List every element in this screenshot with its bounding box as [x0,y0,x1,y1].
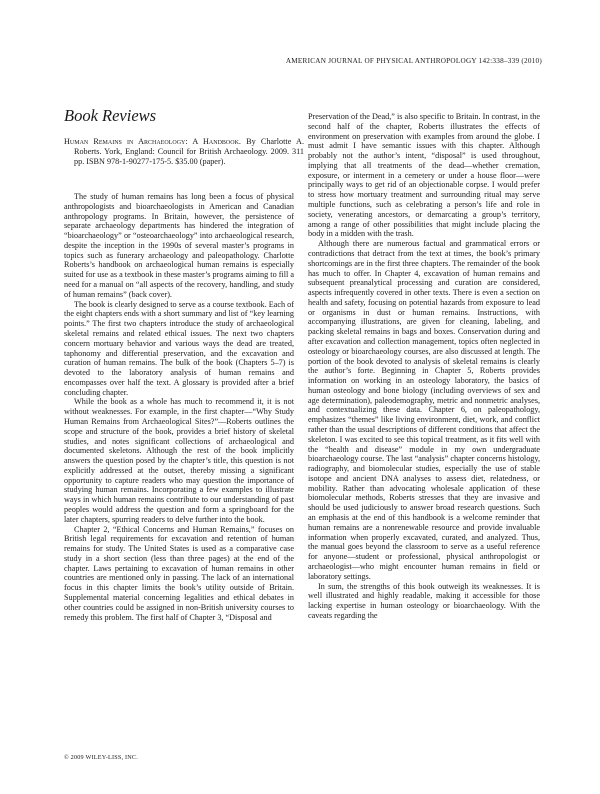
left-column [64,192,294,622]
body-paragraph: Chapter 2, “Ethical Concerns and Human Remains,” focuses on British legal requirements for excavation and retention of human remains for study. The United States is used as a comparative case study in a short section (less than three pages) at the end of the chapter. Laws pertaining to excavation of human remains in other countries are mentioned only in passing. The lack of an international focus in this chapter limits the book’s utility outside of Britain. Supplemental material concerning legalities and ethical debates in other countries could be assigned in non-British university courses to remedy this problem. The first half of Chapter 3, “Disposal and [64,524,294,622]
body-paragraph: Preservation of the Dead,” is also specific to Britain. In contrast, in the second half of the chapter, Roberts illustrates the effects of environment on preservation with examples from around the globe. I must admit I have semantic issues with this chapter. Although probably not the author’s intent, “disposal” is used throughout, implying that all treatments of the dead—whether cremation, exposure, or interment in a cemetery or under a house floor—were principally ways to get rid of an objectionable corpse. I would prefer to stress how mortuary treatment and surrounding ritual may serve multiple functions, such as celebrating a person’s life and role in society, venerating ancestors, or demarcating a group’s territory, among a range of other possibilities that might include placing the body in a midden with the trash. [308,112,540,239]
body-paragraph: Although there are numerous factual and grammatical errors or contradictions that detract from the text at times, the book’s primary shortcomings are in the first three chapters. The remainder of the book has much to offer. In Chapter 4, excavation of human remains and subsequent preanalytical processing and curation are considered, aspects infrequently covered in other texts. There is even a section on health and safety, focusing on potential hazards from exposure to lead or organisms in dust or human remains. Instructions, with accompanying illustrations, are given for cleaning, labeling, and packing skeletal remains in bags and boxes. Conservation during and after excavation and collection management, topics often neglected in osteology or bioarchaeology courses, are also discussed at length. The portion of the book devoted to analysis of skeletal remains is clearly the author’s forte. Beginning in Chapter 5, Roberts provides information on working in an osteology laboratory, the basics of human osteology and bone biology (including overviews of sex and age determination), paleodemography, metric and nonmetric analyses, and contextualizing these data. Chapter 6, on paleopathology, emphasizes “themes” like living environment, diet, work, and conflict rather than the usual descriptions of different conditions that affect the skeleton. I was excited to see this topical treatment, as it fits well with the “health and disease” module in my own undergraduate bioarchaeology course. The last “analysis” chapter concerns histology, radiography, and biomolecular studies, especially the use of stable isotope and ancient DNA analyses to assess diet, relatedness, or mobility. Rather than advocating wholesale application of these biomolecular methods, Roberts stresses that they are invasive and should be used judiciously to answer broad research questions. Such an emphasis at the end of this handbook is a welcome reminder that human remains are a nonrenewable resource and provide invaluable information when properly excavated, curated, and analyzed. Thus, the manual goes beyond the classroom to serve as a useful reference for anyone—student or professional, physical anthropologist or archaeologist—who might encounter human remains in field or laboratory settings. [308,239,540,581]
body-paragraph: In sum, the strengths of this book outweigh its weaknesses. It is well illustrated and highly readable, making it accessible for those lacking expertise in human osteology or bioarchaeology. With the caveats regarding the [308,581,540,620]
body-paragraph: The book is clearly designed to serve as a course textbook. Each of the eight chapters ends with a short summary and list of “key learning points.” The first two chapters introduce the study of archaeological skeletal remains and related ethical issues. The next two chapters concern mortuary behavior and various ways the dead are treated, taphonomy and differential preservation, and the excavation and curation of human remains. The bulk of the book (Chapters 5–7) is devoted to the laboratory analysis of human remains and encompasses over half the text. A glossary is provided after a brief concluding chapter. [64,299,294,397]
running-head: AMERICAN JOURNAL OF PHYSICAL ANTHROPOLOGY 142:338–339 (2010) [285,57,542,65]
book-citation [64,137,304,167]
citation-details: By Charlotte A. Roberts. York, England: Council for British Archaeology. 2009. 311 pp. ISBN 978-1-90277-175-5. $35.00 (paper). [74,137,305,166]
body-paragraph: The study of human remains has long been a focus of physical anthropologists and bioarchaeologists in American and Canadian anthropology programs. In Britain, however, the persistence of separate archaeology departments has hindered the integration of “bioarchaeology” or “osteoarchaeology” into archaeological research, despite the inception in the 1990s of several master’s programs in topics such as funerary archaeology and paleopathology. Charlotte Roberts’s handbook on archaeological human remains is especially suited for use as a textbook in these master’s programs aiming to fill a need for a manual on “all aspects of the recovery, handling, and study of human remains” (back cover). [64,192,294,299]
copyright-footer: © 2009 WILEY-LISS, INC. [64,754,138,761]
right-column [308,112,540,621]
citation-book-title: Human Remains in Archaeology: A Handbook. [64,137,241,146]
body-paragraph: While the book as a whole has much to recommend it, it is not without weaknesses. For example, in the first chapter—“Why Study Human Remains from Archaeological Sites?”—Roberts outlines the scope and structure of the book, provides a brief history of skeletal studies, and notes significant collections of archaeological and documented skeletons. Although the rest of the book implicitly answers the question posed by the chapter’s title, this question is not explicitly addressed at the outset, thereby missing a significant opportunity to capture readers who may question the importance of studying human remains. Incorporating a few examples to illustrate ways in which human remains contribute to our understanding of past peoples would address the question and form a springboard for the later chapters, spurring readers to delve further into the book. [64,397,294,524]
section-title: Book Reviews [64,106,157,125]
